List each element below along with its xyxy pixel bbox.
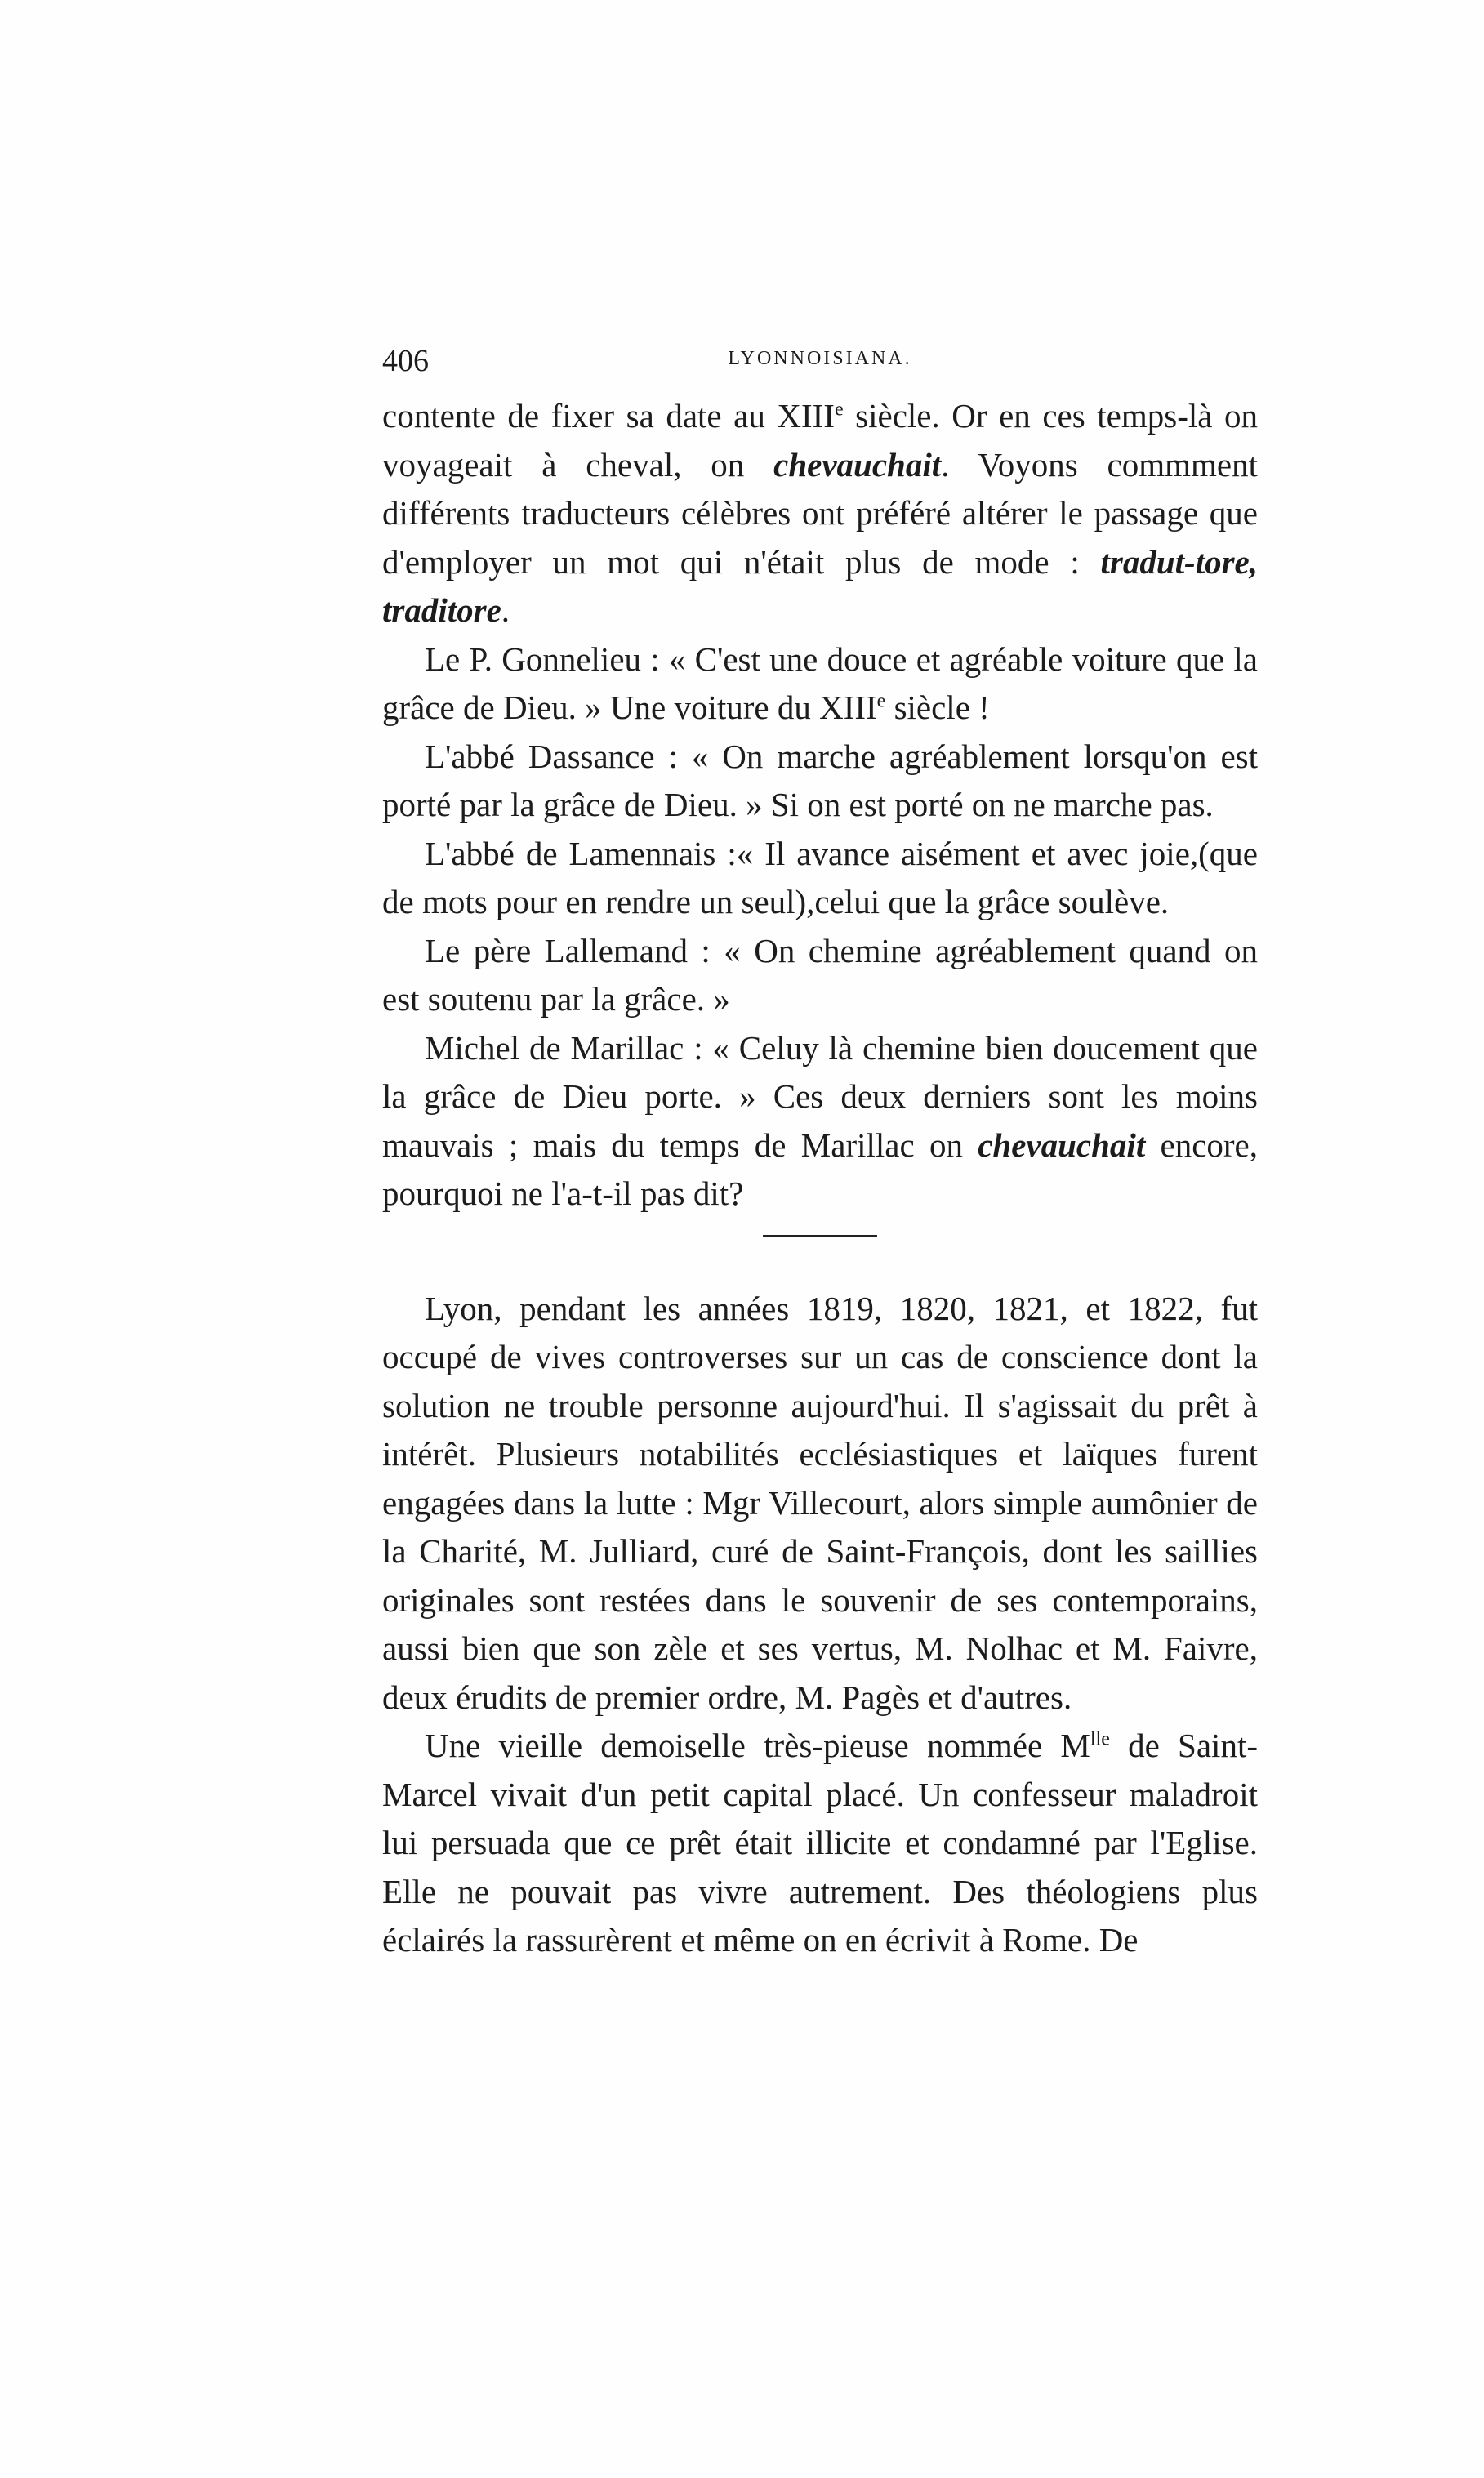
body-text (382, 392, 1258, 1965)
text-run: siècle ! (885, 689, 990, 726)
paragraph (382, 830, 1258, 927)
text-run: L'abbé de Lamennais :« Il avance aisément et avec joie,(que de mots pour en rendre un seul),celui que la grâce soulève. (382, 834, 1258, 920)
text-run: . Voyons commment différents traducteurs célèbres ont préféré altérer le passage que d'employer un mot qui n'était plus de mode : (382, 445, 1259, 581)
paragraph (382, 1024, 1258, 1219)
running-head (382, 343, 1258, 392)
text-run: Lyon, pendant les années 1819, 1820, 1821, et 1822, fut occupé de vives controverses sur un cas de conscience dont la solution ne trouble personne aujourd'hui. Il s'agissait du prêt à intérêt. Plusieurs notabilités ecclésiastiques et laïques furent engagées dans la lutte : Mgr Villecourt, alors simple aumônier de la Charité, M. Julliard, curé de Saint-François, dont les saillies originales sont restées dans le souvenir de ses contemporains, aussi bien que son zèle et ses vertus, M. Nolhac et M. Faivre, deux érudits de premier ordre, M. Pagès et d'autres. (382, 1289, 1258, 1716)
page-number: 406 (382, 344, 429, 378)
text-run: encore, pourquoi ne l'a-t-il pas dit? (382, 1125, 1258, 1212)
text-run: L'abbé Dassance : « On marche agréablement lorsqu'on est porté par la grâce de Dieu. » Si on est porté on ne marche pas. (382, 737, 1258, 823)
superscript: e (834, 399, 844, 421)
text-run: siècle. Or en ces temps-là on voyageait à cheval, on (382, 397, 1258, 484)
running-title: LYONNOISIANA. (728, 348, 912, 369)
text-run: Le père Lallemand : « On chemine agréablement quand on est soutenu par la grâce. » (382, 931, 1258, 1018)
italic-text: chevauchait (773, 445, 942, 484)
italic-text: chevauchait (978, 1125, 1146, 1164)
superscript: e (876, 690, 886, 712)
paragraph (382, 1722, 1258, 1965)
text-block (382, 343, 1258, 1965)
paragraph (382, 733, 1258, 830)
text-run: contente de fixer sa date au XIII (382, 397, 835, 435)
text-run: Une vieille demoiselle très-pieuse nommée M (425, 1727, 1090, 1764)
text-run: Michel de Marillac : « Celuy là chemine bien doucement que la grâce de Dieu porte. » Ces deux derniers sont les moins mauvais ; mais du temps de Marillac on (382, 1028, 1258, 1164)
paragraph (382, 927, 1258, 1024)
section-separator (763, 1235, 877, 1237)
paragraph (382, 392, 1258, 635)
superscript: lle (1090, 1728, 1110, 1750)
paragraph (382, 635, 1258, 733)
text-run: de Saint-Marcel vivait d'un petit capital placé. Un confesseur maladroit lui persuada que ce prêt était illicite et condamné par l'Eglise. Elle ne pouvait pas vivre autrement. Des théologiens plus éclairés la rassurèrent et même on en écrivit à Rome. De (382, 1727, 1258, 1959)
text-run: Le P. Gonnelieu : « C'est une douce et agréable voiture que la grâce de Dieu. » Une voiture du XIII (382, 640, 1258, 726)
text-run: . (501, 591, 510, 629)
italic-text: tradut-tore, traditore (382, 542, 1258, 629)
paragraph (382, 1285, 1258, 1723)
